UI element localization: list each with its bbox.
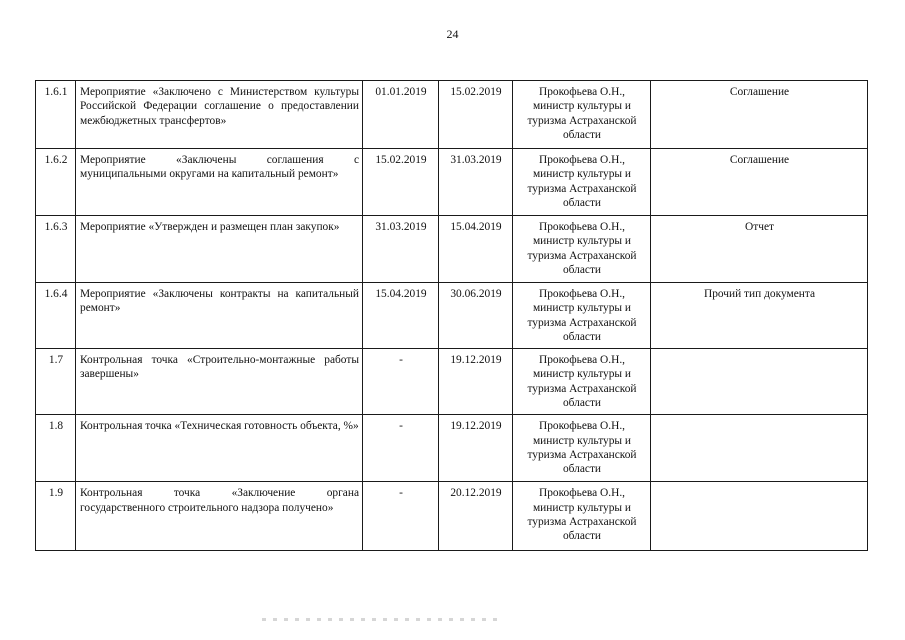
row-end-date: 30.06.2019	[439, 283, 513, 349]
row-document: Соглашение	[651, 81, 868, 149]
row-responsible: Прокофьева О.Н., министр культуры и туризма Астраханской области	[513, 81, 651, 149]
row-number: 1.9	[36, 482, 76, 551]
row-start-date: 31.03.2019	[363, 216, 439, 283]
table-row	[36, 415, 868, 482]
row-document: Прочий тип документа	[651, 283, 868, 349]
row-description: Контрольная точка «Строительно-монтажные работы завершены»	[76, 349, 363, 415]
table-row	[36, 216, 868, 283]
table-row	[36, 482, 868, 551]
row-description: Мероприятие «Заключены соглашения с муниципальными округами на капитальный ремонт»	[76, 149, 363, 216]
row-document: Соглашение	[651, 149, 868, 216]
row-responsible: Прокофьева О.Н., министр культуры и туризма Астраханской области	[513, 149, 651, 216]
row-description: Контрольная точка «Заключение органа государственного строительного надзора получено»	[76, 482, 363, 551]
row-number: 1.6.1	[36, 81, 76, 149]
row-number: 1.6.2	[36, 149, 76, 216]
row-start-date: 15.04.2019	[363, 283, 439, 349]
row-description: Мероприятие «Утвержден и размещен план закупок»	[76, 216, 363, 283]
row-responsible: Прокофьева О.Н., министр культуры и туризма Астраханской области	[513, 482, 651, 551]
row-end-date: 31.03.2019	[439, 149, 513, 216]
table-row	[36, 81, 868, 149]
row-document	[651, 415, 868, 482]
row-end-date: 20.12.2019	[439, 482, 513, 551]
table-row	[36, 349, 868, 415]
row-end-date: 19.12.2019	[439, 415, 513, 482]
row-document	[651, 349, 868, 415]
row-end-date: 19.12.2019	[439, 349, 513, 415]
row-number: 1.6.3	[36, 216, 76, 283]
row-start-date: 01.01.2019	[363, 81, 439, 149]
row-number: 1.7	[36, 349, 76, 415]
row-start-date: -	[363, 482, 439, 551]
row-responsible: Прокофьева О.Н., министр культуры и туризма Астраханской области	[513, 415, 651, 482]
row-responsible: Прокофьева О.Н., министр культуры и туризма Астраханской области	[513, 349, 651, 415]
row-number: 1.8	[36, 415, 76, 482]
page-number: 24	[446, 27, 459, 41]
row-document: Отчет	[651, 216, 868, 283]
row-responsible: Прокофьева О.Н., министр культуры и туризма Астраханской области	[513, 283, 651, 349]
scan-artifact	[262, 618, 502, 621]
row-end-date: 15.04.2019	[439, 216, 513, 283]
row-end-date: 15.02.2019	[439, 81, 513, 149]
table-row	[36, 149, 868, 216]
row-start-date: -	[363, 415, 439, 482]
plan-table	[35, 80, 868, 551]
table-row	[36, 283, 868, 349]
row-start-date: 15.02.2019	[363, 149, 439, 216]
row-description: Контрольная точка «Техническая готовность объекта, %»	[76, 415, 363, 482]
row-responsible: Прокофьева О.Н., министр культуры и туризма Астраханской области	[513, 216, 651, 283]
row-start-date: -	[363, 349, 439, 415]
row-description: Мероприятие «Заключено с Министерством культуры Российской Федерации соглашение о предоставлении межбюджетных трансфертов»	[76, 81, 363, 149]
row-document	[651, 482, 868, 551]
row-number: 1.6.4	[36, 283, 76, 349]
row-description: Мероприятие «Заключены контракты на капитальный ремонт»	[76, 283, 363, 349]
